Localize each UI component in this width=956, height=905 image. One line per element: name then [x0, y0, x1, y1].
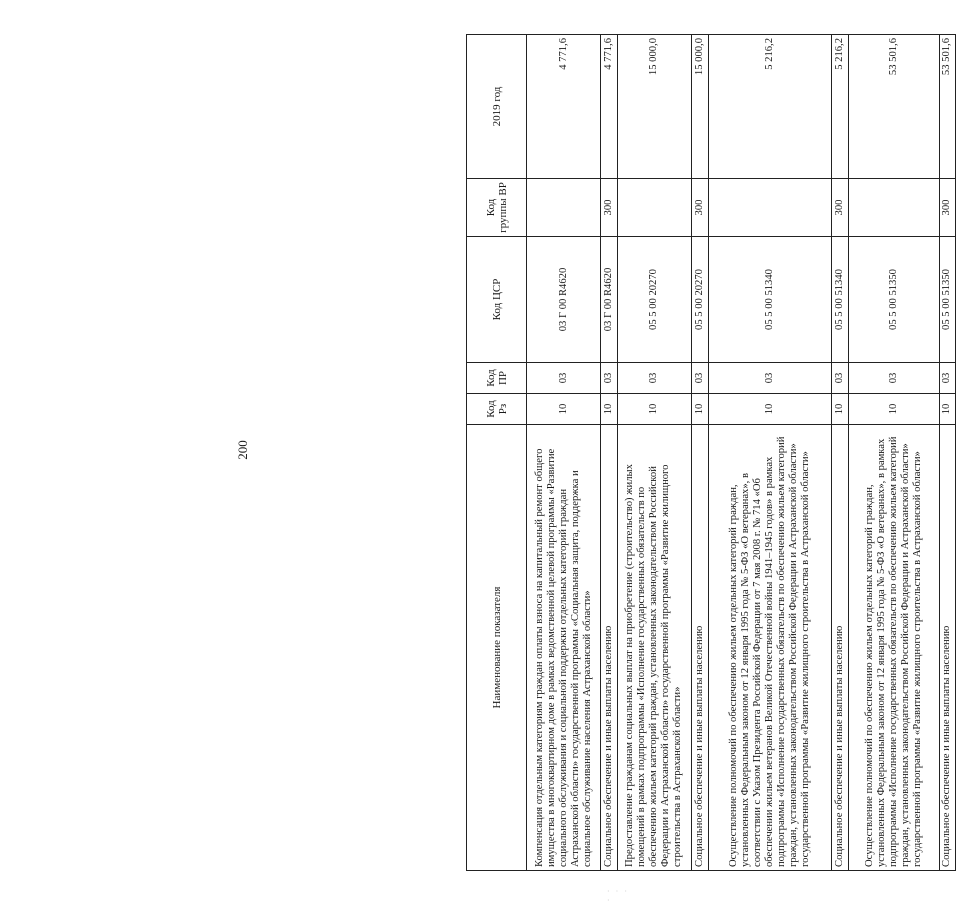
row-name: Социальное обеспечение и иные выплаты населению [832, 425, 849, 871]
row-amount: 4 771,6 [527, 35, 601, 179]
table-row [848, 35, 939, 871]
row-name: Социальное обеспечение и иные выплаты населению [939, 425, 956, 871]
row-csr: 05 5 00 51350 [939, 237, 956, 363]
header-year: 2019 год [467, 35, 527, 179]
table-header-row [467, 35, 527, 871]
row-rz: 10 [692, 394, 709, 425]
table-row [601, 35, 618, 871]
row-csr: 05 5 00 51340 [832, 237, 849, 363]
table-row [617, 35, 691, 871]
table-row [527, 35, 601, 871]
row-rz: 10 [939, 394, 956, 425]
row-csr: 03 Г 00 R4620 [601, 237, 618, 363]
table-row [939, 35, 956, 871]
header-rz: Код Рз [467, 394, 527, 425]
table-row [692, 35, 709, 871]
row-csr: 03 Г 00 R4620 [527, 237, 601, 363]
row-rz: 10 [527, 394, 601, 425]
row-vr: 300 [832, 179, 849, 237]
row-vr: 300 [939, 179, 956, 237]
row-rz: 10 [601, 394, 618, 425]
row-amount: 5 216,2 [832, 35, 849, 179]
row-csr: 05 5 00 51340 [708, 237, 832, 363]
page-number: 200 [235, 440, 250, 460]
row-name: Социальное обеспечение и иные выплаты населению [692, 425, 709, 871]
header-csr: Код ЦСР [467, 237, 527, 363]
row-name: Осуществление полномочий по обеспечению жильем отдельных категорий граждан, установленных Федеральным законом от 12 января 1995 года № 5-ФЗ «О ветеранах», в соответствии с Указом Президента Российской Федерации от 7 мая 2008 г. № 714 «Об обеспечении жильем ветеранов Великой Отечественной войны 1941–1945 годов» в рамках подпрограммы «Исполнение государственных обязательств по обеспечению жильем категорий граждан, установленных законодательством Российской Федерации и Астраханской области» государственной программы «Развитие жилищного строительства в Астраханской области» [708, 425, 832, 871]
row-rz: 10 [708, 394, 832, 425]
row-pr: 03 [692, 363, 709, 394]
row-pr: 03 [617, 363, 691, 394]
row-pr: 03 [939, 363, 956, 394]
row-rz: 10 [832, 394, 849, 425]
row-vr [708, 179, 832, 237]
row-pr: 03 [708, 363, 832, 394]
scan-artifact: · · · · [607, 887, 629, 905]
row-amount: 53 501,6 [848, 35, 939, 179]
row-name: Социальное обеспечение и иные выплаты населению [601, 425, 618, 871]
row-amount: 15 000,0 [617, 35, 691, 179]
row-amount: 4 771,6 [601, 35, 618, 179]
row-vr [617, 179, 691, 237]
rotated-table-frame [466, 35, 956, 871]
row-pr: 03 [848, 363, 939, 394]
row-amount: 15 000,0 [692, 35, 709, 179]
table-row [708, 35, 832, 871]
row-pr: 03 [527, 363, 601, 394]
row-amount: 5 216,2 [708, 35, 832, 179]
budget-table [466, 34, 956, 871]
row-rz: 10 [848, 394, 939, 425]
row-rz: 10 [617, 394, 691, 425]
table-row [832, 35, 849, 871]
row-name: Предоставление гражданам социальных выплат на приобретение (строительство) жилых помещений в рамках подпрограммы «Исполнение государственных обязательств по обеспечению жильем категорий граждан, установленных законодательством Российской Федерации и Астраханской области» государственной программы «Развитие жилищного строительства в Астраханской области» [617, 425, 691, 871]
row-pr: 03 [832, 363, 849, 394]
row-csr: 05 5 00 20270 [617, 237, 691, 363]
row-vr [527, 179, 601, 237]
header-vr: Код группы ВР [467, 179, 527, 237]
row-csr: 05 5 00 20270 [692, 237, 709, 363]
row-vr: 300 [601, 179, 618, 237]
row-amount: 53 501,6 [939, 35, 956, 179]
row-name: Осуществление полномочий по обеспечению жильем отдельных категорий граждан, установленных Федеральным законом от 12 января 1995 года № 5-ФЗ «О ветеранах», в рамках подпрограммы «Исполнение государственных обязательств по обеспечению жильем категорий граждан, установленных законодательством Российской Федерации и Астраханской области» государственной программы «Развитие жилищного строительства в Астраханской области» [848, 425, 939, 871]
row-pr: 03 [601, 363, 618, 394]
row-csr: 05 5 00 51350 [848, 237, 939, 363]
header-name: Наименование показателя [467, 425, 527, 871]
row-vr [848, 179, 939, 237]
row-vr: 300 [692, 179, 709, 237]
header-pr: Код ПР [467, 363, 527, 394]
row-name: Компенсация отдельным категориям граждан оплаты взноса на капитальный ремонт общего имущества в многоквартирном доме в рамках ведомственной целевой программы «Развитие социального обслуживания и социальной поддержки отдельных категорий граждан Астраханской области» государственной программы «Социальная защита, поддержка и социальное обслуживание населения Астраханской области» [527, 425, 601, 871]
